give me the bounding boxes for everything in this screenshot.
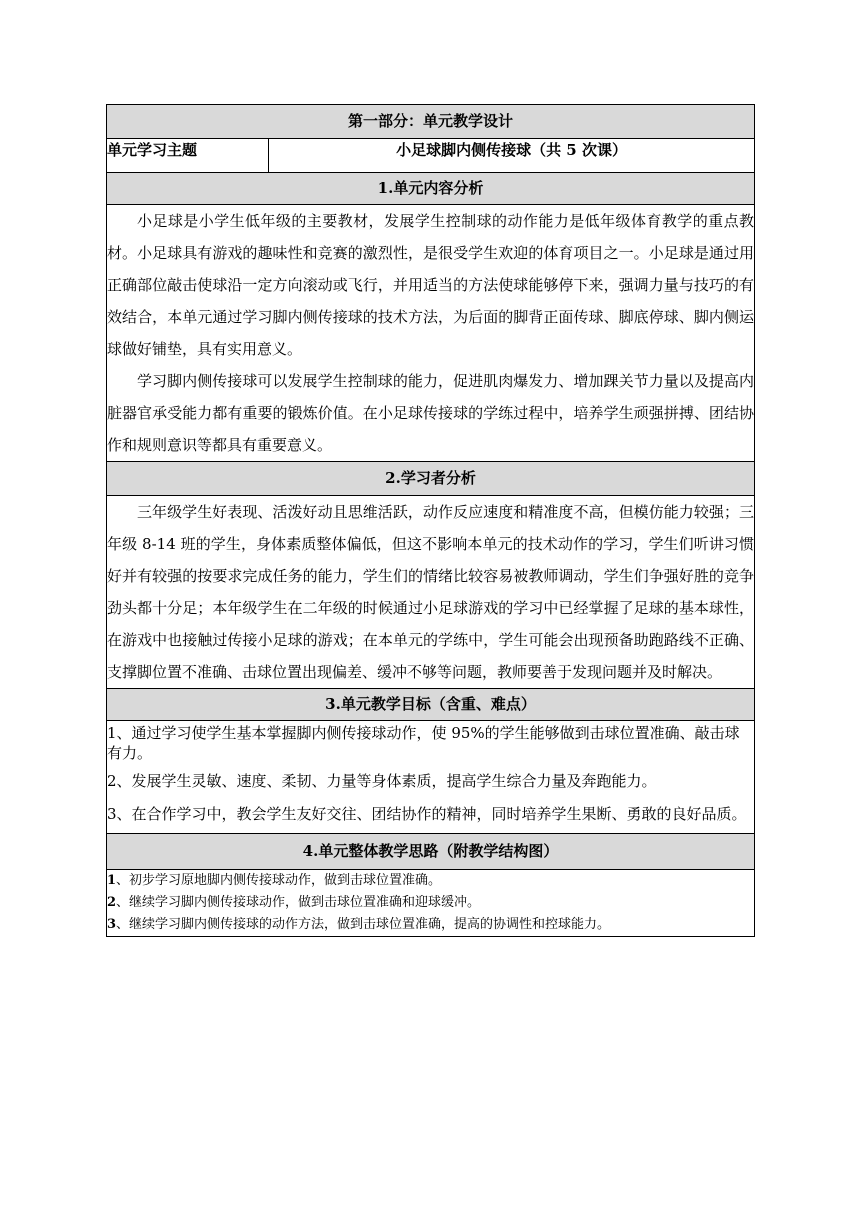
teaching-approach-heading: 4.单元整体教学思路（附教学结构图）: [107, 834, 755, 870]
approach-item-number: 3: [107, 917, 117, 932]
objectives-body: [107, 721, 755, 834]
content-analysis-body: [107, 205, 755, 462]
theme-label: 单元学习主题: [107, 139, 269, 173]
theme-value: 小足球脚内侧传接球（共 5 次课）: [269, 139, 755, 173]
approach-item-text: 、继续学习脚内侧传接球动作，做到击球位置准确和迎球缓冲。: [116, 895, 481, 910]
approach-item-number: 2: [107, 895, 117, 910]
learner-analysis-paragraph: 三年级学生好表现、活泼好动且思维活跃，动作反应速度和精准度不高，但模仿能力较强；三年级 8-14 班的学生，身体素质整体偏低，但这不影响本单元的技术动作的学习，学生们听讲习惯好并有较强的按要求完成任务的能力，学生们的情绪比较容易被教师调动，学生们争强好胜的竞争劲头都十分足；本年级学生在二年级的时候通过小足球游戏的学习中已经掌握了足球的基本球性，在游戏中也接触过传接小足球的游戏；在本单元的学练中，学生可能会出现预备助跑路线不正确、支撑脚位置不准确、击球位置出现偏差、缓冲不够等问题，教师要善于发现问题并及时解决。: [107, 503, 755, 681]
learner-analysis-heading: 2.学习者分析: [107, 462, 755, 496]
content-analysis-paragraph: 学习脚内侧传接球可以发展学生控制球的能力，促进肌肉爆发力、增加踝关节力量以及提高内脏器官承受能力都有重要的锻炼价值。在小足球传接球的学练过程中，培养学生顽强拼搏、团结协作和规则意识等都具有重要意义。: [107, 372, 755, 454]
objective-item: 1、通过学习使学生基本掌握脚内侧传接球动作，使 95%的学生能够做到击球位置准确、敲击球有力。: [107, 724, 740, 762]
learner-analysis-body: [107, 496, 755, 689]
objective-item: 3、在合作学习中，教会学生友好交往、团结协作的精神，同时培养学生果断、勇敢的良好品质。: [107, 805, 747, 823]
teaching-approach-body: [107, 870, 755, 937]
approach-item-text: 、继续学习脚内侧传接球的动作方法，做到击球位置准确，提高的协调性和控球能力。: [116, 917, 611, 932]
approach-item: [107, 892, 754, 914]
content-analysis-paragraph: 小足球是小学生低年级的主要教材，发展学生控制球的动作能力是低年级体育教学的重点教材。小足球具有游戏的趣味性和竞赛的激烈性，是很受学生欢迎的体育项目之一。小足球是通过用正确部位敲击使球沿一定方向滚动或飞行，并用适当的方法使球能够停下来，强调力量与技巧的有效结合，本单元通过学习脚内侧传接球的技术方法，为后面的脚背正面传球、脚底停球、脚内侧运球做好铺垫，具有实用意义。: [107, 212, 755, 358]
objective-item: 2、发展学生灵敏、速度、柔韧、力量等身体素质，提高学生综合力量及奔跑能力。: [107, 772, 657, 790]
approach-item-number: 1: [107, 873, 117, 888]
objectives-heading: 3.单元教学目标（含重、难点）: [107, 689, 755, 721]
unit-design-table: [106, 104, 755, 937]
approach-item: [107, 870, 754, 892]
approach-item-text: 、初步学习原地脚内侧传接球动作，做到击球位置准确。: [116, 873, 442, 888]
approach-item: [107, 914, 754, 936]
content-analysis-heading: 1.单元内容分析: [107, 173, 755, 205]
part-title: 第一部分：单元教学设计: [107, 105, 755, 139]
